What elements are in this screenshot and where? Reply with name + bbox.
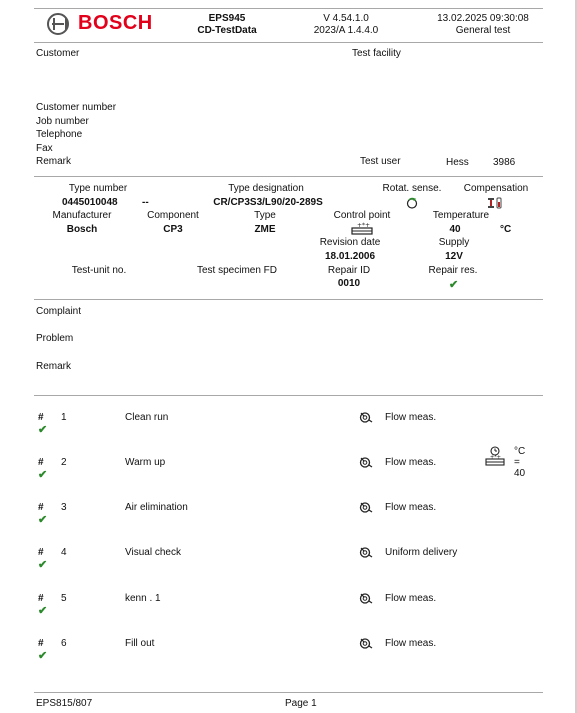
step-number: 2 [61,457,67,468]
type-number-suffix: -- [142,197,149,208]
type-number-value: 0445010048 [62,197,118,208]
component-value: CP3 [163,224,183,235]
test-unit-label: Test-unit no. [71,265,127,276]
rotation-sense-label: Rotat. sense. [382,183,442,194]
step-measure: Flow meas. [385,502,437,513]
bosch-logo-icon [47,13,69,35]
step-check-icon: ✔ [38,424,48,436]
job-number-label: Job number [36,116,89,127]
component-label: Component [147,210,199,221]
flow-measure-icon [359,456,373,471]
step-number: 4 [61,547,67,558]
footer-page-number: Page 1 [285,698,317,709]
flow-measure-icon [359,546,373,561]
step-measure: Uniform delivery [385,547,458,558]
fax-label: Fax [36,143,53,154]
repair-id-value: 0010 [337,278,361,289]
repair-id-label: Repair ID [327,265,371,276]
step-hash: # [38,502,44,513]
step-check-icon: ✔ [38,650,48,662]
flow-measure-icon [359,411,373,426]
customer-number-label: Customer number [36,102,117,113]
test-user-name: Hess [446,157,469,168]
step-name: Warm up [125,457,166,468]
step-hash: # [38,412,44,423]
step-check-icon: ✔ [38,469,48,481]
repair-res-label: Repair res. [428,265,478,276]
flow-measure-icon [359,501,373,516]
step-check-icon: ✔ [38,559,48,571]
temperature-unit: °C [500,224,512,235]
step-hash: # [38,638,44,649]
manufacturer-label: Manufacturer [52,210,112,221]
type-number-label: Type number [68,183,128,194]
step-number: 5 [61,593,67,604]
footer-rule [34,692,543,693]
type-value: ZME [254,224,276,235]
step-measure: Flow meas. [385,457,437,468]
complaint-label: Complaint [36,306,82,317]
footer-device: EPS815/807 [36,698,93,709]
problem-label: Problem [36,333,74,344]
specs-rule [34,299,543,300]
header-version: V 4.54.1.0 [323,13,369,24]
test-facility-label: Test facility [352,48,401,59]
manufacturer-value: Bosch [66,224,98,235]
revision-date-value: 18.01.2006 [324,251,376,262]
rotation-clockwise-icon [406,197,418,209]
temperature-label: Temperature [432,210,490,221]
revision-date-label: Revision date [319,237,381,248]
header-model: EPS945 [208,13,246,24]
test-user-label: Test user [360,156,401,167]
control-point-label: Control point [333,210,391,221]
warmup-unit: °C [514,446,526,457]
flow-measure-icon [359,637,373,652]
header-version2: 2023/A 1.4.4.0 [313,25,379,36]
temperature-value: 40 [449,224,461,235]
header-testdata: CD-TestData [197,25,257,36]
step-number: 3 [61,502,67,513]
type-label: Type [254,210,276,221]
step-hash: # [38,457,44,468]
header-bottom-rule [34,42,543,43]
telephone-label: Telephone [36,129,83,140]
complaint-remark-label: Remark [36,361,72,372]
header-top-rule [34,8,543,9]
header-datetime: 13.02.2025 09:30:08 [437,13,529,24]
warmup-timer-icon [484,445,506,470]
brand-logo-text: BOSCH [78,12,153,34]
warmup-value: 40 [514,468,526,479]
step-check-icon: ✔ [38,514,48,526]
step-hash: # [38,547,44,558]
type-designation-label: Type designation [228,183,304,194]
supply-label: Supply [438,237,470,248]
type-designation-value: CR/CP3S3/L90/20-289S [213,197,323,208]
svg-text:+*+: +*+ [490,454,501,461]
step-check-icon: ✔ [38,605,48,617]
step-hash: # [38,593,44,604]
supply-value: 12V [445,251,463,262]
compensation-label: Compensation [463,183,529,194]
step-number: 1 [61,412,67,423]
step-measure: Flow meas. [385,593,437,604]
step-name: Visual check [125,547,181,558]
step-measure: Flow meas. [385,638,437,649]
warmup-equals: = [514,457,520,468]
header-test-type: General test [455,25,511,36]
step-name: kenn . 1 [125,593,161,604]
compensation-icon [487,197,505,209]
step-measure: Flow meas. [385,412,437,423]
step-name: Fill out [125,638,155,649]
step-name: Air elimination [125,502,188,513]
step-number: 6 [61,638,67,649]
info-rule [34,176,543,177]
flow-measure-icon [359,592,373,607]
test-user-id: 3986 [493,157,516,168]
control-point-icon [349,222,375,236]
complaint-rule [34,395,543,396]
repair-result-check-icon: ✔ [449,279,459,291]
svg-text:+*+: +*+ [357,222,371,229]
customer-label: Customer [36,48,80,59]
test-specimen-label: Test specimen FD [196,265,278,276]
remark-label: Remark [36,156,72,167]
step-name: Clean run [125,412,169,423]
